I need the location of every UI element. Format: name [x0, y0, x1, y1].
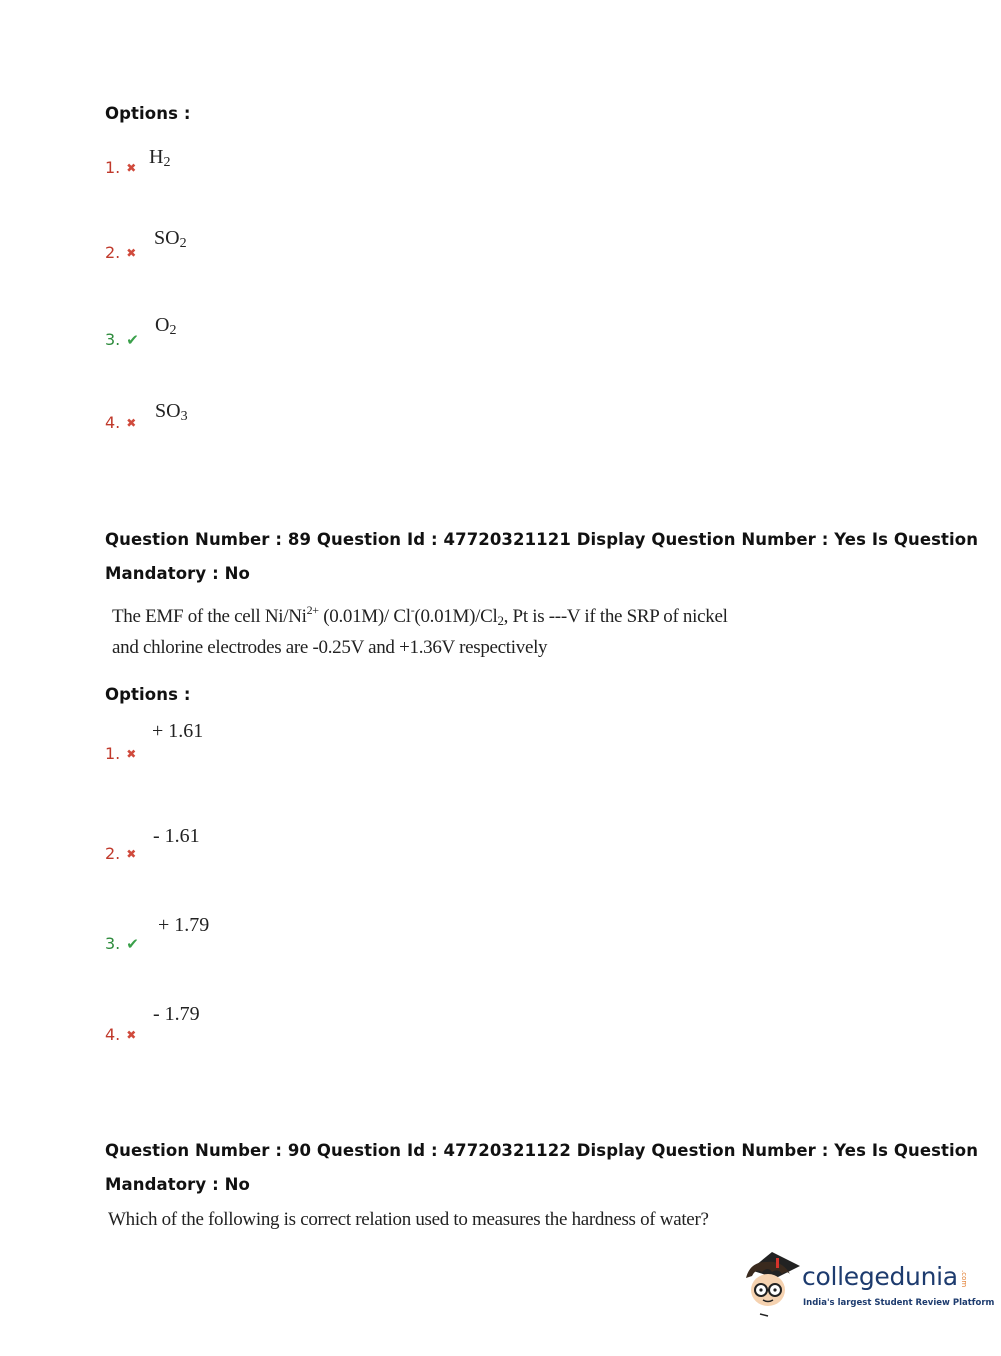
option-number-3: 3. ✔	[105, 934, 139, 953]
x-mark-icon: ✖	[126, 747, 137, 761]
brand-name: collegedunia	[802, 1262, 958, 1291]
x-mark-icon: ✖	[126, 847, 137, 861]
question-90-mandatory: Mandatory : No	[105, 1175, 250, 1194]
option-text-1: + 1.61	[152, 720, 204, 742]
option-number-4: 4. ✖	[105, 1025, 137, 1044]
option-text-2: $SO_2$	[154, 227, 187, 251]
option-number-2: 2. ✖	[105, 844, 137, 863]
collegedunia-logo	[742, 1248, 995, 1322]
mascot-icon	[742, 1248, 804, 1322]
option-text-1: $H_2$	[149, 146, 171, 170]
options-label: Options :	[105, 104, 191, 123]
question-89-text-line1: The EMF of the cell $Ni/Ni^{2+}$ (0.01M)/ $Cl^-(0.01M)/Cl_2$, Pt is ---V if the SRP of nickel	[112, 603, 728, 628]
option-text-4: $SO_3$	[155, 400, 188, 424]
x-mark-icon: ✖	[126, 416, 137, 430]
brand-tagline: India's largest Student Review Platform	[803, 1298, 995, 1308]
question-89-mandatory: Mandatory : No	[105, 564, 250, 583]
check-mark-icon: ✔	[126, 331, 139, 349]
option-text-4: - 1.79	[153, 1003, 200, 1025]
option-number-2: 2. ✖	[105, 243, 137, 262]
brand-domain: .com	[960, 1270, 968, 1288]
option-text-2: - 1.61	[153, 825, 200, 847]
question-89-heading: Question Number : 89 Question Id : 47720321121 Display Question Number : Yes Is Question	[105, 530, 979, 549]
x-mark-icon: ✖	[126, 1028, 137, 1042]
option-text-3: + 1.79	[158, 914, 210, 936]
option-number-1: 1. ✖	[105, 158, 137, 177]
question-90-text: Which of the following is correct relation used to measures the hardness of water?	[108, 1209, 709, 1230]
question-89-text-line2: and chlorine electrodes are -0.25V and +1.36V respectively	[112, 637, 548, 658]
question-90-heading: Question Number : 90 Question Id : 47720321122 Display Question Number : Yes Is Question	[105, 1141, 979, 1160]
x-mark-icon: ✖	[126, 161, 137, 175]
check-mark-icon: ✔	[126, 935, 139, 953]
option-number-3: 3. ✔	[105, 330, 139, 349]
option-text-3: $O_2$	[155, 314, 177, 338]
options-label: Options :	[105, 685, 191, 704]
x-mark-icon: ✖	[126, 246, 137, 260]
option-number-4: 4. ✖	[105, 413, 137, 432]
option-number-1: 1. ✖	[105, 744, 137, 763]
